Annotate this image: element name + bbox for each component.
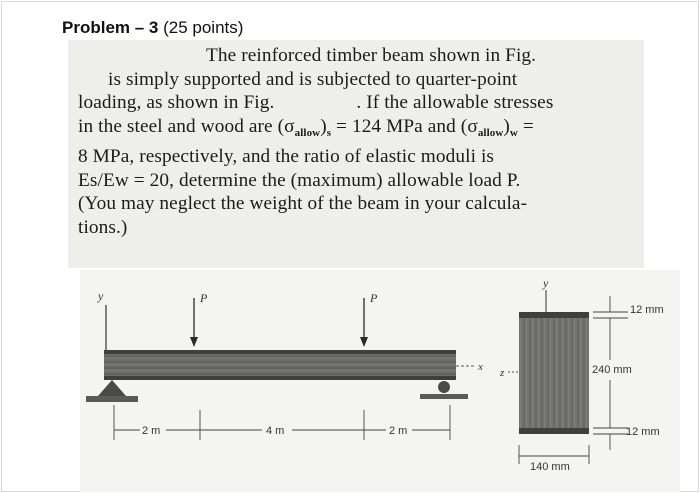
timber-core bbox=[104, 354, 456, 376]
x-axis bbox=[456, 361, 483, 373]
problem-points: (25 points) bbox=[163, 18, 244, 37]
load-arrow-right bbox=[360, 291, 378, 347]
x-axis-label: x bbox=[478, 361, 483, 373]
statement-line-8: tions.) bbox=[78, 216, 128, 238]
dim-left-label: 2 m bbox=[142, 425, 161, 437]
left-y-label: y bbox=[98, 289, 104, 303]
steel-bottom-label: 12 mm bbox=[626, 426, 660, 438]
load-label-left: P bbox=[200, 291, 208, 305]
statement-line-7: (You may neglect the weight of the beam in your calcula- bbox=[78, 193, 528, 214]
cross-section bbox=[499, 276, 589, 434]
dim-mid-label: 4 m bbox=[266, 425, 285, 437]
beam bbox=[104, 350, 456, 380]
statement-line-2: is simply supported and is subjected to quarter-point bbox=[108, 68, 518, 90]
problem-number: Problem – 3 bbox=[62, 18, 159, 37]
steel-top-label: 12 mm bbox=[630, 304, 664, 316]
statement-line-5: 8 MPa, respectively, and the ratio of elastic moduli is bbox=[78, 146, 495, 167]
wood-depth-label: 240 mm bbox=[592, 364, 632, 376]
pin-support-left bbox=[86, 380, 138, 402]
section-bottom-steel bbox=[519, 428, 589, 434]
dim-right-label: 2 m bbox=[389, 425, 408, 437]
z-axis-label: z bbox=[500, 367, 505, 379]
section-timber bbox=[519, 318, 589, 428]
left-y-axis bbox=[97, 289, 106, 352]
section-width-label: 140 mm bbox=[530, 461, 570, 473]
statement-line-6: Es/Ew = 20, determine the (maximum) allowable load P. bbox=[78, 169, 521, 191]
section-top-steel bbox=[519, 312, 589, 318]
statement-line-4: in the steel and wood are $(\sigma_{allow})_s = 124$ MPa and $(\sigma_{allow})_w$ = bbox=[78, 115, 534, 139]
statement-line-3: loading, as shown in Fig. . If the allowable stresses bbox=[78, 92, 554, 113]
roller-support-right bbox=[420, 381, 468, 399]
bottom-steel-plate bbox=[104, 376, 456, 380]
top-steel-plate bbox=[104, 350, 456, 354]
statement-line-1: The reinforced timber beam shown in Fig. bbox=[206, 45, 537, 66]
section-y-label: y bbox=[543, 276, 549, 290]
load-arrow-left bbox=[190, 291, 208, 347]
load-label-right: P bbox=[370, 291, 378, 305]
